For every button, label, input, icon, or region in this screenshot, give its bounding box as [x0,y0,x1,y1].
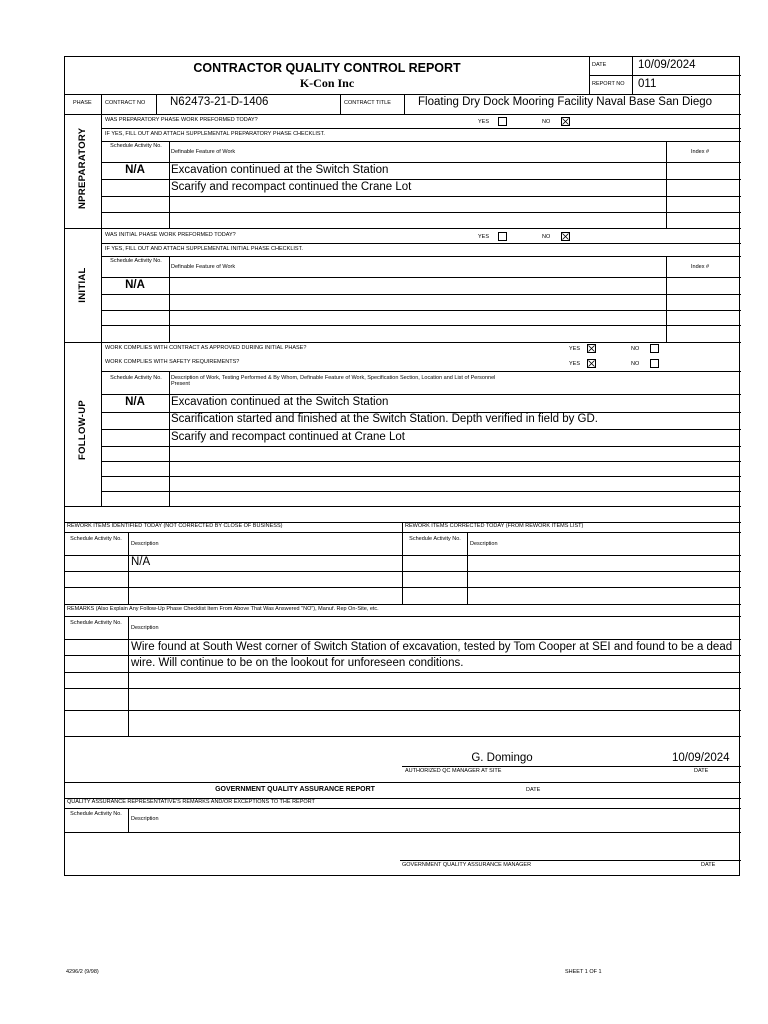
signature-date-label: DATE [694,768,709,774]
check-x-icon [562,118,569,125]
qa-col-description: Description [131,816,159,822]
followup-q2-yes-checkbox[interactable] [587,359,596,368]
preparatory-yes-checkbox[interactable] [498,117,507,126]
remarks-label: REMARKS (Also Explain Any Follow-Up Phase Checklist Item From Above That Was Answered "NO"), Manuf. Rep On-Site, etc. [67,606,379,612]
preparatory-col-schedule: Schedule Activity No. [110,143,162,149]
preparatory-no-label: NO [542,119,551,125]
followup-q1-no-label: NO [631,346,640,352]
remarks-col-schedule: Schedule Activity No. [70,620,122,626]
sheet-number: SHEET 1 OF 1 [565,969,602,975]
followup-q2-no-label: NO [631,361,640,367]
rework-corrected-col-schedule: Schedule Activity No. [409,536,461,542]
rework-identified-label: REWORK ITEMS IDENTIFIED TODAY (NOT CORRECTED BY CLOSE OF BUSINESS) [67,523,283,529]
qa-remarks-label: QUALITY ASSURANCE REPRESENTATIVE'S REMARKS AND/OR EXCEPTIONS TO THE REPORT [67,799,315,805]
followup-row1-description: Excavation continued at the Switch Station [171,396,389,408]
followup-side-label: FOLLOW-UP [77,399,88,461]
preparatory-row2-feature: Scarify and recompact continued the Crane Lot [171,181,412,193]
rework-identified-row1-description: N/A [131,556,151,568]
followup-q2-no-checkbox[interactable] [650,359,659,368]
rework-identified-col-schedule: Schedule Activity No. [70,536,122,542]
followup-q2-yes-label: YES [569,361,581,367]
company-name: K-Con Inc [299,76,355,90]
initial-no-label: NO [542,234,551,240]
preparatory-row1-feature: Excavation continued at the Switch Station [171,164,389,176]
rework-identified-col-description: Description [131,541,159,547]
government-manager-label: GOVERNMENT QUALITY ASSURANCE MANAGER [402,862,532,868]
remarks-row2-description: wire. Will continue to be on the lookout for unforeseen conditions. [131,657,464,669]
contract-title-value: Floating Dry Dock Mooring Facility Naval Base San Diego [418,96,713,108]
followup-col-schedule: Schedule Activity No. [110,375,162,381]
preparatory-instruction: IF YES, FILL OUT AND ATTACH SUPPLEMENTAL PREPARATORY PHASE CHECKLIST. [105,131,325,137]
preparatory-row1-schedule: N/A [125,164,145,176]
initial-no-checkbox[interactable] [561,232,570,241]
preparatory-no-checkbox[interactable] [561,117,570,126]
contract-title-label: CONTRACT TITLE [344,100,391,106]
signature-date-value: 10/09/2024 [672,752,730,764]
remarks-col-description: Description [131,625,159,631]
initial-instruction: IF YES, FILL OUT AND ATTACH SUPPLEMENTAL INITIAL PHASE CHECKLIST. [105,246,303,252]
check-x-icon [588,345,595,352]
preparatory-question: WAS PREPARATORY PHASE WORK PREFORMED TODAY? [105,117,258,123]
initial-col-schedule: Schedule Activity No. [110,258,162,264]
initial-col-index: Index # [691,264,710,270]
initial-question: WAS INITIAL PHASE WORK PREFORMED TODAY? [105,232,236,238]
report-title: CONTRACTOR QUALITY CONTROL REPORT [193,61,461,75]
initial-col-feature: Definable Feature of Work [171,264,236,270]
followup-row3-description: Scarify and recompact continued at Crane Lot [171,431,405,443]
form-number: 4296/2 (9/98) [66,969,99,975]
qc-manager-label: AUTHORIZED QC MANAGER AT SITE [405,768,502,774]
government-qa-title: GOVERNMENT QUALITY ASSURANCE REPORT [215,786,375,793]
followup-q1: WORK COMPLIES WITH CONTRACT AS APPROVED DURING INITIAL PHASE? [105,345,307,351]
initial-yes-checkbox[interactable] [498,232,507,241]
followup-col-description: Description of Work, Testing Performed & By Whom, Definable Feature of Work, Specification Section, Location and List of Personnel Present [171,375,496,388]
government-date-label: DATE [526,787,541,793]
followup-row2-description: Scarification started and finished at the Switch Station. Depth verified in field by GD. [171,413,598,425]
date-value: 10/09/2024 [638,59,696,71]
check-x-icon [562,233,569,240]
report-no-label: REPORT NO [592,81,625,87]
preparatory-side-label: NPREPARATORY [77,127,88,209]
followup-q2: WORK COMPLIES WITH SAFETY REQUIREMENTS? [105,359,240,365]
followup-row1-schedule: N/A [125,396,145,408]
followup-q1-yes-label: YES [569,346,581,352]
rework-corrected-label: REWORK ITEMS CORRECTED TODAY (FROM REWORK ITEMS LIST) [405,523,584,529]
qc-manager-name: G. Domingo [471,752,533,764]
rework-corrected-col-description: Description [470,541,498,547]
remarks-row1-description: Wire found at South West corner of Switch Station of excavation, tested by Tom Cooper at SEI and found to be a dead [131,641,733,653]
qa-col-schedule: Schedule Activity No. [70,811,122,817]
preparatory-col-index: Index # [691,149,710,155]
preparatory-yes-label: YES [478,119,490,125]
report-no-value: 011 [638,78,657,90]
preparatory-col-feature: Definable Feature of Work [171,149,236,155]
qc-report-form [64,56,740,876]
government-manager-date-label: DATE [701,862,716,868]
initial-row1-schedule: N/A [125,279,145,291]
contract-no-value: N62473-21-D-1406 [170,96,269,108]
initial-yes-label: YES [478,234,490,240]
initial-side-label: INITIAL [77,267,88,303]
date-label: DATE [592,62,607,68]
followup-q1-no-checkbox[interactable] [650,344,659,353]
followup-q1-yes-checkbox[interactable] [587,344,596,353]
check-x-icon [588,360,595,367]
contract-no-label: CONTRACT NO [105,100,146,106]
phase-label: PHASE [73,100,92,106]
